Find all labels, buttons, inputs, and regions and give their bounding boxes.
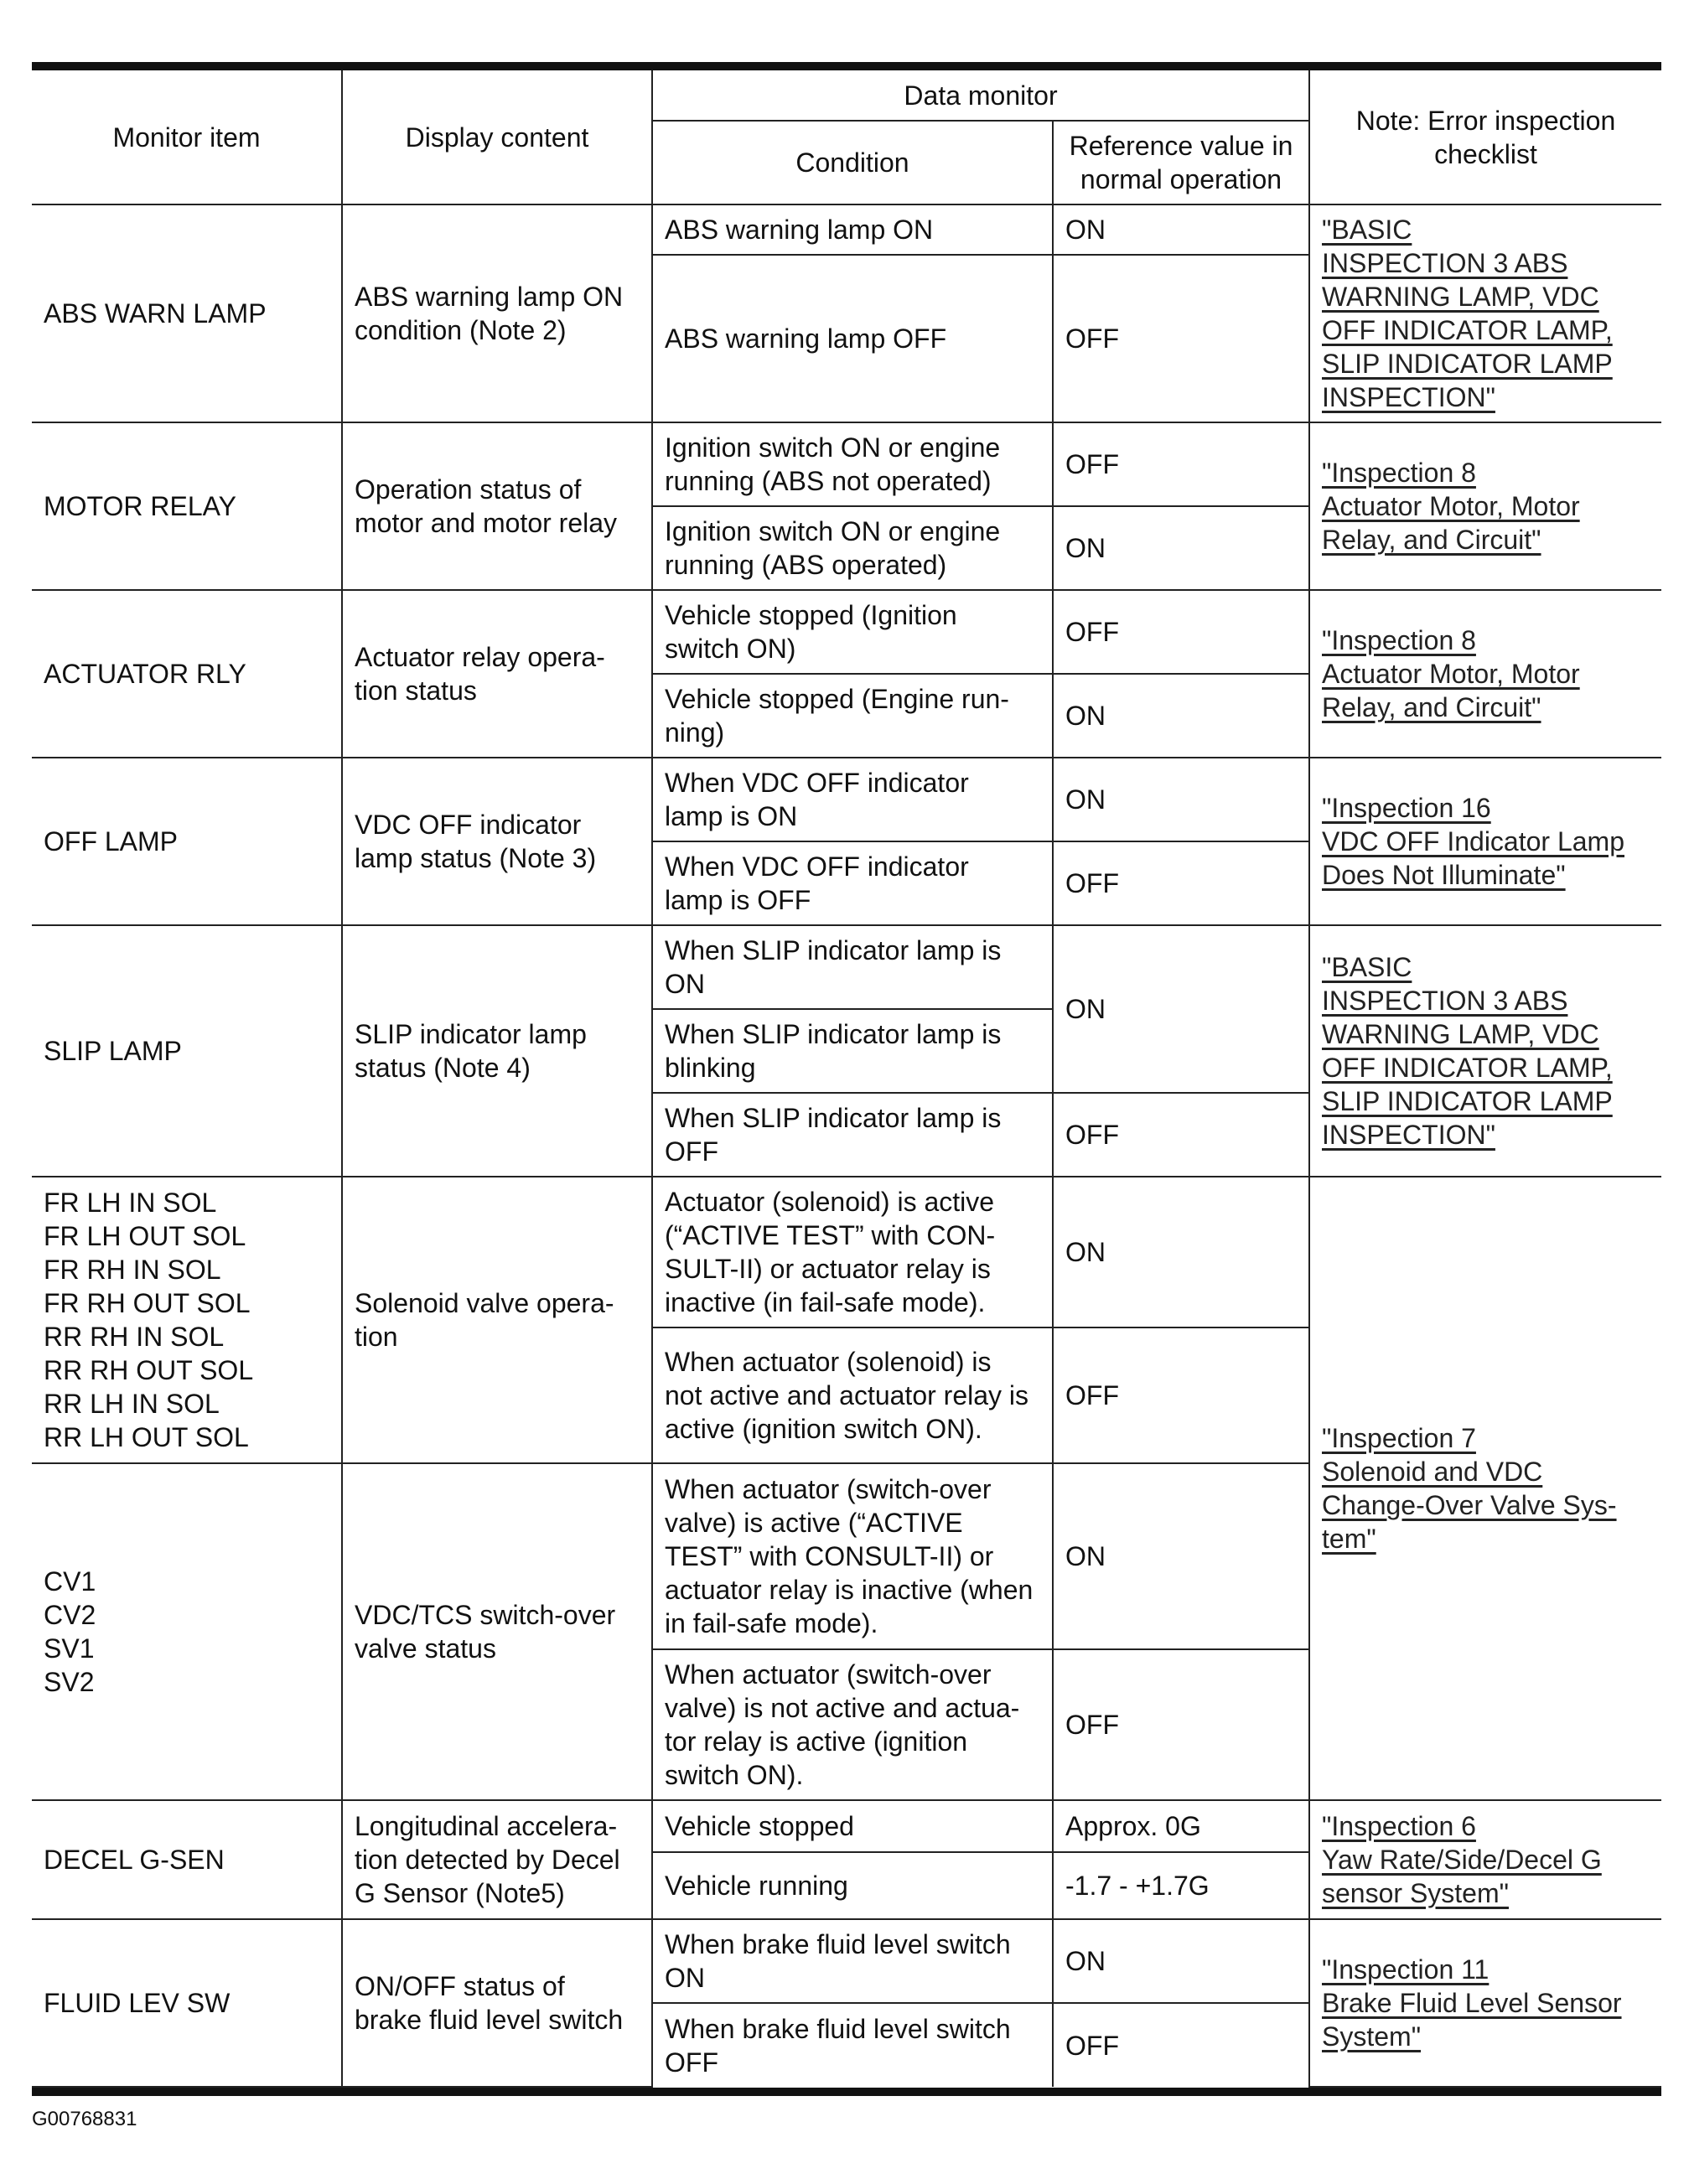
condition-cell: Ignition switch ON or engine running (ABS operated) xyxy=(652,506,1053,590)
reference-cell: ON xyxy=(1053,1177,1309,1327)
header-monitor-item: Monitor item xyxy=(32,70,342,204)
monitor-item-cell: FR LH IN SOL FR LH OUT SOL FR RH IN SOL FR RH OUT SOL RR RH IN SOL RR RH OUT SOL RR LH IN SOL RR LH OUT SOL xyxy=(32,1177,342,1463)
top-rule xyxy=(32,62,1661,70)
note-cell xyxy=(1309,590,1661,758)
reference-cell: OFF xyxy=(1053,1093,1309,1177)
reference-cell: OFF xyxy=(1053,422,1309,506)
reference-cell: ON xyxy=(1053,1919,1309,2003)
note-cell xyxy=(1309,1800,1661,1919)
display-content-cell: Operation status of motor and motor relay xyxy=(342,422,652,590)
condition-cell: When brake fluid level switch ON xyxy=(652,1919,1053,2003)
monitor-item-cell: SLIP LAMP xyxy=(32,925,342,1177)
condition-cell: Vehicle running xyxy=(652,1852,1053,1919)
monitor-item-cell: ACTUATOR RLY xyxy=(32,590,342,758)
display-content-cell: SLIP indicator lamp status (Note 4) xyxy=(342,925,652,1177)
display-content-cell: Actuator relay opera- tion status xyxy=(342,590,652,758)
condition-cell: When SLIP indicator lamp is blinking xyxy=(652,1009,1053,1093)
inspection-link[interactable]: "Inspection 16 VDC OFF Indicator Lamp Does Not Illuminate" xyxy=(1322,793,1624,890)
inspection-link[interactable]: "Inspection 11 Brake Fluid Level Sensor System" xyxy=(1322,1954,1622,2052)
condition-cell: ABS warning lamp OFF xyxy=(652,255,1053,422)
header-data-monitor: Data monitor xyxy=(652,70,1309,121)
table-row xyxy=(32,758,1661,841)
figure-caption: G00768831 xyxy=(32,2108,137,2130)
monitor-item-cell: OFF LAMP xyxy=(32,758,342,925)
condition-cell: When actuator (solenoid) is not active and actuator relay is active (ignition switch ON). xyxy=(652,1327,1053,1463)
condition-cell: Vehicle stopped xyxy=(652,1800,1053,1852)
monitor-item-cell: FLUID LEV SW xyxy=(32,1919,342,2087)
reference-cell: ON xyxy=(1053,674,1309,758)
reference-cell: ON xyxy=(1053,506,1309,590)
reference-cell: ON xyxy=(1053,925,1309,1093)
reference-cell: OFF xyxy=(1053,841,1309,925)
note-cell xyxy=(1309,1177,1661,1800)
reference-cell: Approx. 0G xyxy=(1053,1800,1309,1852)
monitor-item-cell: CV1 CV2 SV1 SV2 xyxy=(32,1463,342,1800)
monitor-item-cell: ABS WARN LAMP xyxy=(32,204,342,422)
reference-cell: ON xyxy=(1053,1463,1309,1649)
display-content-cell: VDC/TCS switch-over valve status xyxy=(342,1463,652,1800)
display-content-cell: ON/OFF status of brake fluid level switch xyxy=(342,1919,652,2087)
inspection-link[interactable]: "Inspection 8 Actuator Motor, Motor Relay, and Circuit" xyxy=(1322,458,1580,555)
condition-cell: ABS warning lamp ON xyxy=(652,204,1053,255)
condition-cell: When VDC OFF indicator lamp is ON xyxy=(652,758,1053,841)
header-reference: Reference value in normal operation xyxy=(1053,121,1309,204)
data-monitor-table xyxy=(32,70,1661,2088)
reference-cell: -1.7 - +1.7G xyxy=(1053,1852,1309,1919)
note-cell xyxy=(1309,758,1661,925)
table-row xyxy=(32,422,1661,506)
condition-cell: When VDC OFF indicator lamp is OFF xyxy=(652,841,1053,925)
data-monitor-sheet xyxy=(32,62,1661,2096)
condition-cell: When brake fluid level switch OFF xyxy=(652,2003,1053,2087)
reference-cell: OFF xyxy=(1053,1649,1309,1800)
table-row xyxy=(32,204,1661,255)
display-content-cell: Longitudinal accelera- tion detected by Decel G Sensor (Note5) xyxy=(342,1800,652,1919)
condition-cell: When actuator (switch-over valve) is not active and actua- tor relay is active (ignition switch ON). xyxy=(652,1649,1053,1800)
inspection-link[interactable]: "BASIC INSPECTION 3 ABS WARNING LAMP, VDC OFF INDICATOR LAMP, SLIP INDICATOR LAMP INSPECTION" xyxy=(1322,952,1613,1150)
reference-cell: OFF xyxy=(1053,590,1309,674)
reference-cell: ON xyxy=(1053,204,1309,255)
reference-cell: OFF xyxy=(1053,1327,1309,1463)
reference-cell: ON xyxy=(1053,758,1309,841)
bottom-rule xyxy=(32,2088,1661,2096)
inspection-link[interactable]: "Inspection 6 Yaw Rate/Side/Decel G sensor System" xyxy=(1322,1811,1602,1908)
table-row xyxy=(32,590,1661,674)
reference-cell: OFF xyxy=(1053,255,1309,422)
condition-cell: Vehicle stopped (Engine run- ning) xyxy=(652,674,1053,758)
condition-cell: Ignition switch ON or engine running (ABS not operated) xyxy=(652,422,1053,506)
header-display-content: Display content xyxy=(342,70,652,204)
condition-cell: When SLIP indicator lamp is ON xyxy=(652,925,1053,1009)
display-content-cell: VDC OFF indicator lamp status (Note 3) xyxy=(342,758,652,925)
note-cell xyxy=(1309,925,1661,1177)
inspection-link[interactable]: "Inspection 8 Actuator Motor, Motor Relay, and Circuit" xyxy=(1322,625,1580,722)
reference-cell: OFF xyxy=(1053,2003,1309,2087)
note-cell xyxy=(1309,422,1661,590)
condition-cell: Vehicle stopped (Ignition switch ON) xyxy=(652,590,1053,674)
display-content-cell: Solenoid valve opera- tion xyxy=(342,1177,652,1463)
header-note: Note: Error inspection checklist xyxy=(1309,70,1661,204)
condition-cell: Actuator (solenoid) is active (“ACTIVE TEST” with CON- SULT-II) or actuator relay is inactive (in fail-safe mode). xyxy=(652,1177,1053,1327)
condition-cell: When SLIP indicator lamp is OFF xyxy=(652,1093,1053,1177)
table-row xyxy=(32,1177,1661,1327)
note-cell xyxy=(1309,1919,1661,2087)
monitor-item-cell: MOTOR RELAY xyxy=(32,422,342,590)
note-cell xyxy=(1309,204,1661,422)
condition-cell: When actuator (switch-over valve) is active (“ACTIVE TEST” with CONSULT-II) or actuator relay is inactive (when in fail-safe mode). xyxy=(652,1463,1053,1649)
display-content-cell: ABS warning lamp ON condition (Note 2) xyxy=(342,204,652,422)
header-condition: Condition xyxy=(652,121,1053,204)
inspection-link[interactable]: "Inspection 7 Solenoid and VDC Change-Over Valve Sys- tem" xyxy=(1322,1423,1617,1554)
table-row xyxy=(32,925,1661,1009)
table-row xyxy=(32,1800,1661,1852)
table-row xyxy=(32,1919,1661,2003)
inspection-link[interactable]: "BASIC INSPECTION 3 ABS WARNING LAMP, VDC OFF INDICATOR LAMP, SLIP INDICATOR LAMP INSPECTION" xyxy=(1322,215,1613,412)
monitor-item-cell: DECEL G-SEN xyxy=(32,1800,342,1919)
